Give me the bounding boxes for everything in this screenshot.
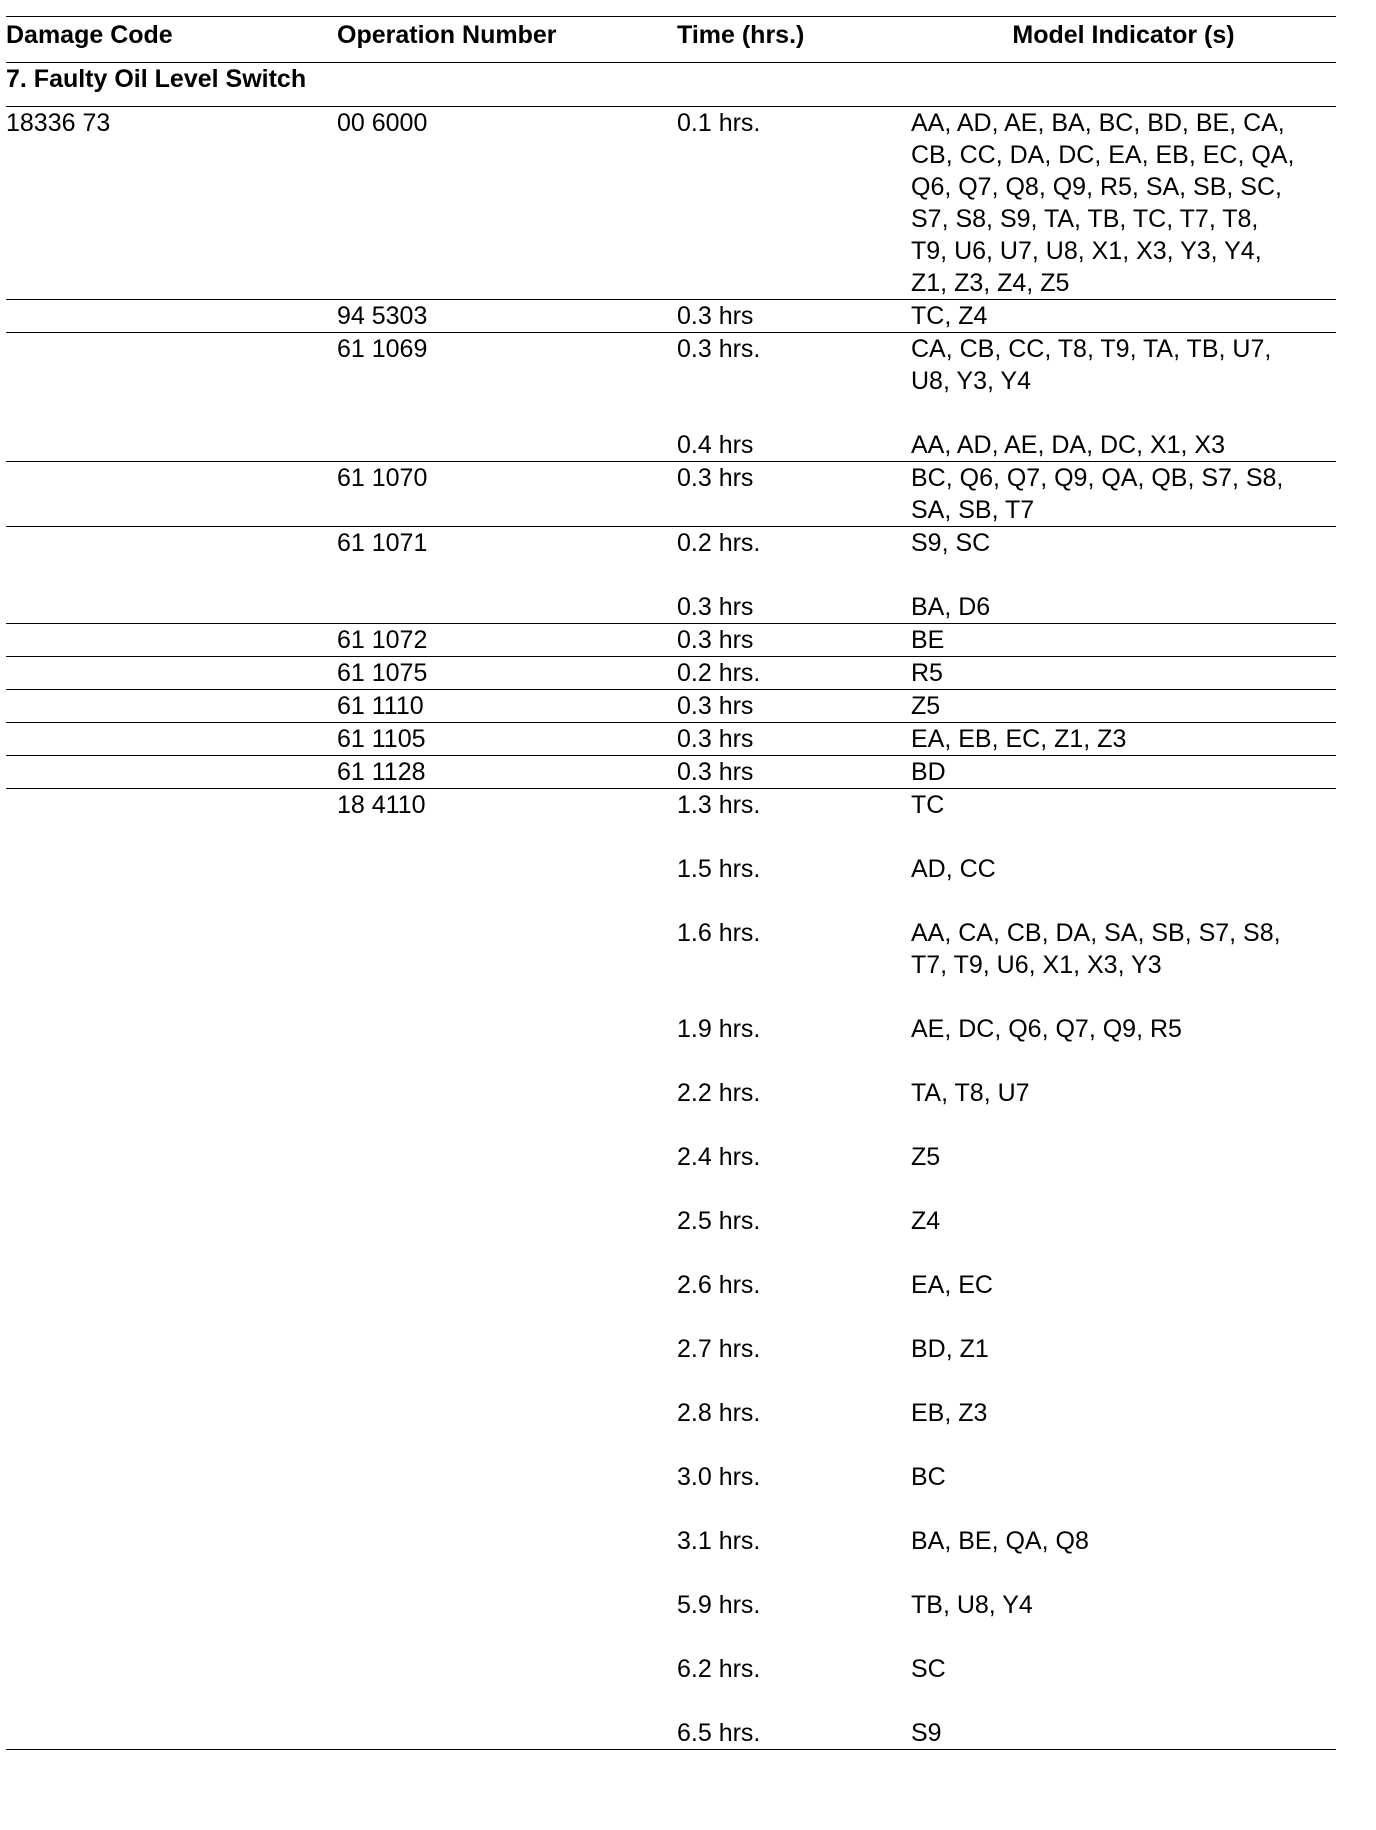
table-entry	[6, 789, 1336, 821]
model-indicator-cell: AA, CA, CB, DA, SA, SB, S7, S8, T7, T9, U6, X1, X3, Y3	[911, 919, 1281, 979]
operation-number-cell	[337, 1333, 677, 1365]
time-cell: 5.9 hrs.	[677, 1591, 761, 1619]
damage-code-cell	[6, 756, 337, 788]
row-spacer	[6, 821, 1336, 853]
row-spacer	[6, 1557, 1336, 1589]
header-damage-code: Damage Code	[6, 21, 173, 49]
time-cell: 0.3 hrs	[677, 626, 754, 654]
damage-code-cell	[6, 853, 337, 885]
damage-code-cell	[6, 1525, 337, 1557]
operation-number-cell	[337, 1717, 677, 1749]
labor-time-table	[6, 16, 1336, 1750]
table-entry	[6, 300, 1336, 332]
time-cell: 2.2 hrs.	[677, 1079, 761, 1107]
time-cell: 0.3 hrs	[677, 692, 754, 720]
operation-number-cell	[337, 917, 677, 981]
table-entry	[6, 756, 1336, 788]
model-indicator-cell: S9	[911, 1719, 942, 1747]
row-spacer	[6, 981, 1336, 1013]
time-cell: 0.3 hrs	[677, 464, 754, 492]
operation-number-cell	[337, 429, 677, 461]
row-spacer	[6, 1621, 1336, 1653]
table-entry	[6, 527, 1336, 559]
table-entry	[6, 853, 1336, 885]
table-entry	[6, 723, 1336, 755]
time-cell: 0.3 hrs	[677, 593, 754, 621]
model-indicator-cell: EA, EC	[911, 1271, 993, 1299]
time-cell: 1.6 hrs.	[677, 919, 761, 947]
model-indicator-cell: Z5	[911, 1143, 941, 1171]
damage-code-cell	[6, 657, 337, 689]
operation-number-cell	[337, 1013, 677, 1045]
time-cell: 2.4 hrs.	[677, 1143, 761, 1171]
model-indicator-cell: BD, Z1	[911, 1335, 989, 1363]
time-cell: 6.2 hrs.	[677, 1655, 761, 1683]
model-indicator-cell: BC	[911, 1463, 946, 1491]
operation-number-cell: 61 1070	[337, 464, 428, 492]
operation-number-cell: 61 1069	[337, 335, 428, 363]
operation-number-cell: 94 5303	[337, 302, 428, 330]
table-entry	[6, 429, 1336, 461]
header-time: Time (hrs.)	[677, 21, 805, 49]
damage-code-cell	[6, 300, 337, 332]
damage-code-cell	[6, 1461, 337, 1493]
operation-number-cell	[337, 1461, 677, 1493]
section-title: 7. Faulty Oil Level Switch	[6, 63, 1336, 107]
operation-number-cell: 61 1105	[337, 725, 426, 753]
table-row	[6, 300, 1336, 333]
time-cell: 0.3 hrs	[677, 302, 754, 330]
operation-number-cell	[337, 1589, 677, 1621]
operation-number-cell	[337, 1141, 677, 1173]
row-spacer	[6, 1429, 1336, 1461]
damage-code-cell	[6, 591, 337, 623]
damage-code-cell	[6, 1653, 337, 1685]
row-spacer	[6, 1685, 1336, 1717]
model-indicator-cell: BC, Q6, Q7, Q9, QA, QB, S7, S8, SA, SB, T7	[911, 464, 1284, 524]
row-spacer	[6, 1365, 1336, 1397]
operation-number-cell: 61 1071	[337, 529, 428, 557]
model-indicator-cell: BA, D6	[911, 593, 991, 621]
operation-number-cell	[337, 1269, 677, 1301]
model-indicator-cell: EA, EB, EC, Z1, Z3	[911, 725, 1127, 753]
time-cell: 2.7 hrs.	[677, 1335, 761, 1363]
model-indicator-cell: BA, BE, QA, Q8	[911, 1527, 1089, 1555]
damage-code-cell	[6, 1589, 337, 1621]
damage-code-cell	[6, 462, 337, 526]
operation-number-cell	[337, 1205, 677, 1237]
table-entry	[6, 1077, 1336, 1109]
damage-code-cell: 18336 73	[6, 109, 111, 137]
time-cell: 0.2 hrs.	[677, 659, 761, 687]
time-cell: 0.2 hrs.	[677, 529, 761, 557]
header-model-indicator: Model Indicator (s)	[1012, 21, 1235, 49]
damage-code-cell	[6, 624, 337, 656]
model-indicator-cell: Z5	[911, 692, 941, 720]
table-entry	[6, 1397, 1336, 1429]
table-body	[6, 107, 1336, 1750]
time-cell: 0.3 hrs	[677, 758, 754, 786]
damage-code-cell	[6, 1717, 337, 1749]
table-row	[6, 333, 1336, 462]
table-entry	[6, 1461, 1336, 1493]
damage-code-cell	[6, 1141, 337, 1173]
operation-number-cell: 61 1072	[337, 626, 428, 654]
time-cell: 3.0 hrs.	[677, 1463, 761, 1491]
operation-number-cell: 00 6000	[337, 109, 428, 137]
time-cell: 0.3 hrs	[677, 725, 754, 753]
damage-code-cell	[6, 789, 337, 821]
model-indicator-cell: TC	[911, 791, 945, 819]
table-entry	[6, 1333, 1336, 1365]
row-spacer	[6, 1301, 1336, 1333]
time-cell: 0.4 hrs	[677, 431, 754, 459]
table-entry	[6, 1653, 1336, 1685]
table-entry	[6, 1141, 1336, 1173]
operation-number-cell	[337, 1525, 677, 1557]
table-entry	[6, 462, 1336, 526]
operation-number-cell	[337, 1077, 677, 1109]
model-indicator-cell: Z4	[911, 1207, 941, 1235]
model-indicator-cell: SC	[911, 1655, 946, 1683]
damage-code-cell	[6, 1013, 337, 1045]
row-spacer	[6, 1237, 1336, 1269]
time-cell: 0.1 hrs.	[677, 109, 761, 137]
operation-number-cell: 18 4110	[337, 791, 426, 819]
table-row	[6, 527, 1336, 624]
damage-code-cell	[6, 429, 337, 461]
row-spacer	[6, 885, 1336, 917]
model-indicator-cell: BD	[911, 758, 946, 786]
damage-code-cell	[6, 1333, 337, 1365]
table-row	[6, 624, 1336, 657]
model-indicator-cell: BE	[911, 626, 945, 654]
row-spacer	[6, 397, 1336, 429]
table-entry	[6, 1525, 1336, 1557]
table-entry	[6, 624, 1336, 656]
table-row	[6, 756, 1336, 789]
operation-number-cell: 61 1128	[337, 758, 426, 786]
model-indicator-cell: TA, T8, U7	[911, 1079, 1030, 1107]
table-entry	[6, 1013, 1336, 1045]
damage-code-cell	[6, 723, 337, 755]
table-entry	[6, 1717, 1336, 1749]
model-indicator-cell: R5	[911, 659, 943, 687]
table-row	[6, 107, 1336, 300]
damage-code-cell	[6, 1077, 337, 1109]
damage-code-cell	[6, 527, 337, 559]
table-row	[6, 462, 1336, 527]
table-entry	[6, 917, 1336, 981]
row-spacer	[6, 1109, 1336, 1141]
table-entry	[6, 1205, 1336, 1237]
operation-number-cell: 61 1110	[337, 692, 424, 720]
table-entry	[6, 107, 1336, 299]
row-spacer	[6, 559, 1336, 591]
table-row	[6, 723, 1336, 756]
model-indicator-cell: AE, DC, Q6, Q7, Q9, R5	[911, 1015, 1182, 1043]
time-cell: 1.5 hrs.	[677, 855, 761, 883]
damage-code-cell	[6, 1397, 337, 1429]
model-indicator-cell: CA, CB, CC, T8, T9, TA, TB, U7, U8, Y3, Y4	[911, 335, 1272, 395]
model-indicator-cell: AA, AD, AE, BA, BC, BD, BE, CA, CB, CC, DA, DC, EA, EB, EC, QA, Q6, Q7, Q8, Q9, R5, SA, SB, SC, S7, S8, S9, TA, TB, TC, T7, T8, T9, U6, U7, U8, X1, X3, Y3, Y4, Z1, Z3, Z4, Z5	[911, 109, 1295, 297]
model-indicator-cell: S9, SC	[911, 529, 991, 557]
table-entry	[6, 333, 1336, 397]
table-entry	[6, 657, 1336, 689]
table-row	[6, 789, 1336, 1750]
table-entry	[6, 1589, 1336, 1621]
table-entry	[6, 690, 1336, 722]
operation-number-cell	[337, 1653, 677, 1685]
time-cell: 2.6 hrs.	[677, 1271, 761, 1299]
time-cell: 2.5 hrs.	[677, 1207, 761, 1235]
operation-number-cell	[337, 591, 677, 623]
operation-number-cell: 61 1075	[337, 659, 428, 687]
time-cell: 1.9 hrs.	[677, 1015, 761, 1043]
table-entry	[6, 591, 1336, 623]
row-spacer	[6, 1173, 1336, 1205]
row-spacer	[6, 1045, 1336, 1077]
table-header	[6, 16, 1336, 63]
operation-number-cell	[337, 853, 677, 885]
model-indicator-cell: TB, U8, Y4	[911, 1591, 1033, 1619]
header-operation-number: Operation Number	[337, 21, 557, 49]
time-cell: 1.3 hrs.	[677, 791, 761, 819]
damage-code-cell	[6, 1205, 337, 1237]
time-cell: 0.3 hrs.	[677, 335, 761, 363]
time-cell: 2.8 hrs.	[677, 1399, 761, 1427]
time-cell: 6.5 hrs.	[677, 1719, 761, 1747]
model-indicator-cell: TC, Z4	[911, 302, 988, 330]
operation-number-cell	[337, 1397, 677, 1429]
time-cell: 3.1 hrs.	[677, 1527, 761, 1555]
table-entry	[6, 1269, 1336, 1301]
damage-code-cell	[6, 333, 337, 397]
model-indicator-cell: AA, AD, AE, DA, DC, X1, X3	[911, 431, 1226, 459]
table-row	[6, 657, 1336, 690]
model-indicator-cell: EB, Z3	[911, 1399, 988, 1427]
row-spacer	[6, 1493, 1336, 1525]
damage-code-cell	[6, 917, 337, 981]
damage-code-cell	[6, 1269, 337, 1301]
table-row	[6, 690, 1336, 723]
model-indicator-cell: AD, CC	[911, 855, 996, 883]
damage-code-cell	[6, 690, 337, 722]
